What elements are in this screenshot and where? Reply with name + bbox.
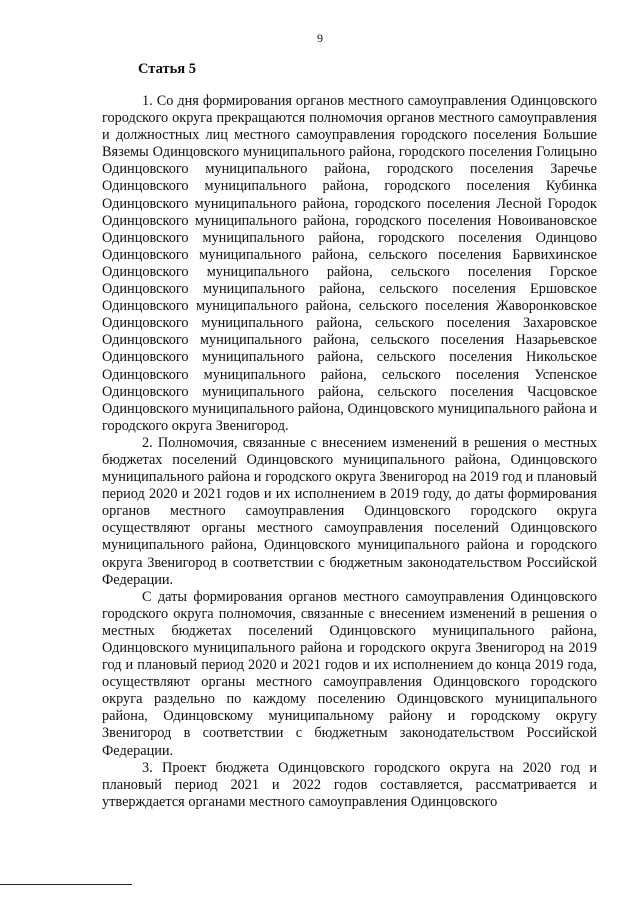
article-body [102, 93, 597, 811]
paragraph-2-continuation: С даты формирования органов местного самоуправления Одинцовского городского округа полномочия, связанные с внесением изменений в решения о местных бюджетах поселений Одинцовского муниципального района, Одинцовского муниципального района и городского округа Звенигород на 2019 год и плановый период 2020 и 2021 годов и их исполнением до конца 2019 года, осуществляют органы местного самоуправления Одинцовского городского округа раздельно по каждому поселению Одинцовского муниципального района, Одинцовскому муниципальному району и городскому округу Звенигород в соответствии с бюджетным законодательством Российской Федерации. [102, 588, 597, 759]
paragraph-1: 1. Со дня формирования органов местного самоуправления Одинцовского городского округа прекращаются полномочия органов местного самоуправления и должностных лиц местного самоуправления городского поселения Большие Вяземы Одинцовского муниципального района, городского поселения Голицыно Одинцовского муниципального района, городского поселения Заречье Одинцовского муниципального района, городского поселения Кубинка Одинцовского муниципального района, городского поселения Лесной Городок Одинцовского муниципального района, городского поселения Новоивановское Одинцовского муниципального района, городского поселения Одинцово Одинцовского муниципального района, сельского поселения Барвихинское Одинцовского муниципального района, сельского поселения Горское Одинцовского муниципального района, сельского поселения Ершовское Одинцовского муниципального района, сельского поселения Жаворонковское Одинцовского муниципального района, сельского поселения Захаровское Одинцовского муниципального района, сельского поселения Назарьевское Одинцовского муниципального района, сельского поселения Никольское Одинцовского муниципального района, сельского поселения Успенское Одинцовского муниципального района, сельского поселения Часцовское Одинцовского муниципального района, Одинцовского муниципального района и городского округа Звенигород. [102, 93, 597, 434]
paragraph-3: 3. Проект бюджета Одинцовского городского округа на 2020 год и плановый период 2021 и 2022 годов составляется, рассматривается и утверждается органами местного самоуправления Одинцовского [102, 759, 597, 810]
article-heading: Статья 5 [138, 61, 196, 77]
page-number: 9 [317, 31, 323, 45]
footnote-divider [0, 884, 132, 885]
paragraph-2: 2. Полномочия, связанные с внесением изменений в решения о местных бюджетах поселений Одинцовского муниципального района, Одинцовского муниципального района и городского округа Звенигород на 2019 год и плановый период 2020 и 2021 годов и их исполнением в 2019 году, до даты формирования органов местного самоуправления Одинцовского городского округа осуществляют органы местного самоуправления поселений Одинцовского муниципального района, Одинцовского муниципального района и городского округа Звенигород в соответствии с бюджетным законодательством Российской Федерации. [102, 434, 597, 588]
